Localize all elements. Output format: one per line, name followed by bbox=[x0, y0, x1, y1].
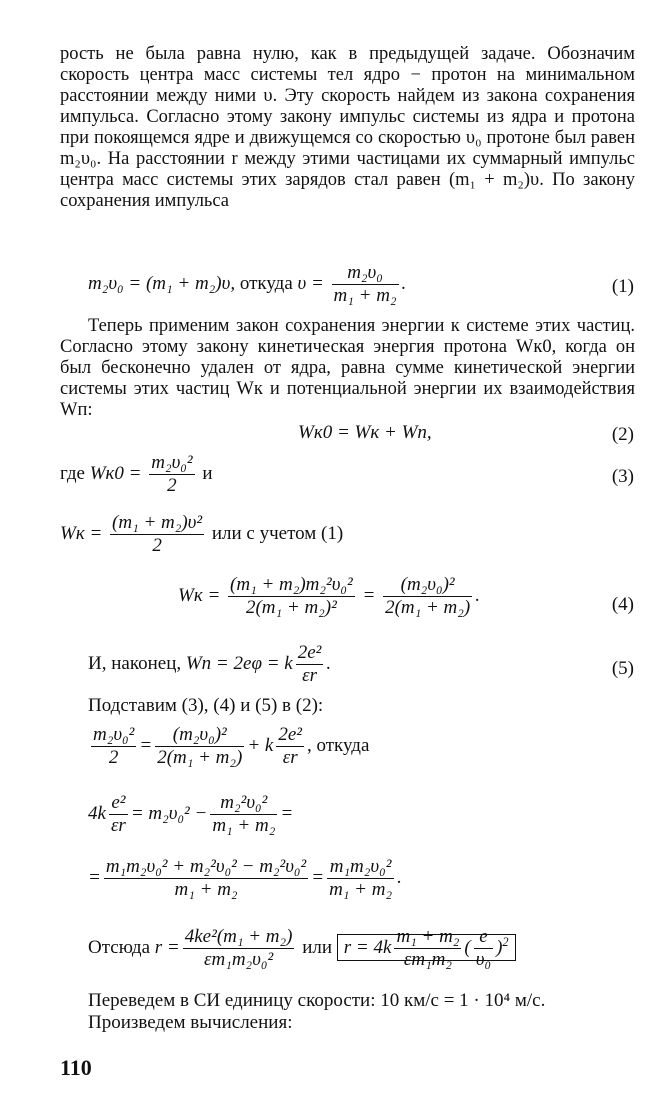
substituted-equation: $\frac{\text{m₂υ₀²}}{2}$ = $\frac{\text{(m₂υ₀)²}}{\text{2(m₁ + m₂)}}$ + k $\frac{\text{2e²}}{\varepsilon r}$ , откуда bbox=[93, 724, 370, 768]
derivation-step-1: 4k $\frac{\text{e²}}{\varepsilon r}$ = m₂υ₀² − $\frac{\text{m₂²υ₀²}}{\text{m₁ + m₂}}$ = bbox=[88, 792, 294, 836]
paragraph-momentum: рость не была равна нулю, как в предыдущей задаче. Обозначим скорость центра масс системы тел ядро − протон на минимальном расстоянии между ними υ. Эту скорость найдем из закона сохранения импульса. Согласно этому закону импульс системы из ядра и протона при покоящемся ядре и движущемся со скоростью υ₀ протоне был равен m₂υ₀. На расстоянии r между этими частицами их суммарный импульс центра масс системы этих зарядов стал равен (m₁ + m₂)υ. По закону сохранения импульса bbox=[60, 44, 635, 211]
derivation-step-2: = $\frac{\text{m₁m₂υ₀² + m₂²υ₀² − m₂²υ₀²}}{\text{m₁ + m₂}}$ = $\frac{\text{m₁m₂υ₀²}}{\text{m₁ + m₂}}$ . bbox=[88, 856, 402, 900]
result-equation: Отсюда r = $\frac{\text{4ke²(m₁ + m₂)}}{\text{εm₁m₂υ₀²}}$ или r = 4k $\frac{\text{m₁ + m₂}}{\text{εm₁m₂}}$ ( $\frac{e}{\text{υ₀}}$ )$^2$ bbox=[88, 926, 516, 971]
substitution-line: Подставим (3), (4) и (5) в (2): bbox=[88, 695, 324, 716]
eq2-tag: (2) bbox=[611, 424, 634, 445]
conversion-line: Переведем в СИ единицу скорости: 10 км/с = 1 · 10⁴ м/с. bbox=[88, 990, 546, 1011]
calculation-line: Произведем вычисления: bbox=[88, 1012, 293, 1033]
eq3-tag: (3) bbox=[611, 466, 634, 487]
eq5-tag: (5) bbox=[611, 658, 634, 679]
eq1-fraction: $\frac{\text{m₂υ₀}}{\text{m₁ + m₂}}$ bbox=[333, 262, 397, 306]
eq1-word: откуда bbox=[239, 272, 293, 294]
page-number: 110 bbox=[60, 1055, 92, 1080]
paragraph-energy: Теперь применим закон сохранения энергии к системе этих частиц. Согласно этому закону кинетическая энергия протона Wк0, когда он был бесконечно удален от ядра, равна сумме кинетической энергии системы этих частиц Wк и потенциальной энергии их взаимодействия Wп: bbox=[60, 316, 635, 420]
eqk-fraction: $\frac{\text{(m₁ + m₂)υ²}}{2}$ bbox=[112, 512, 203, 556]
equation-3: где Wк0 = $\frac{\text{m₂υ₀²}}{2}$ и bbox=[60, 452, 213, 496]
eq4-tag: (4) bbox=[611, 594, 634, 615]
equation-4: Wк = $\frac{\text{(m₁ + m₂)m₂²υ₀²}}{\text{2(m₁ + m₂)²}}$ = $\frac{\text{(m₂υ₀)²}}{\text{2(m₁ + m₂)}}$ . bbox=[178, 574, 480, 618]
eq1-left: m₂υ₀ = (m₁ + m₂)υ, bbox=[88, 272, 236, 294]
equation-2: Wк0 = Wк + Wп, bbox=[298, 422, 432, 443]
equation-wk: Wк = $\frac{\text{(m₁ + m₂)υ²}}{2}$ или с учетом (1) bbox=[60, 512, 344, 556]
equation-1: m₂υ₀ = (m₁ + m₂)υ, откуда υ = $\frac{\text{m₂υ₀}}{\text{m₁ + m₂}}$ . bbox=[88, 262, 407, 306]
eq3-fraction: $\frac{\text{m₂υ₀²}}{2}$ bbox=[151, 452, 193, 496]
eq1-v: υ = bbox=[297, 272, 324, 294]
equation-5: И, наконец, Wп = 2eφ = k $\frac{\text{2e²}}{\varepsilon r}$ . bbox=[88, 642, 332, 686]
eq1-tag: (1) bbox=[611, 276, 634, 297]
boxed-formula: r = 4k $\frac{\text{m₁ + m₂}}{\text{εm₁m₂}}$ ( $\frac{e}{\text{υ₀}}$ )$^2$ bbox=[337, 934, 516, 961]
